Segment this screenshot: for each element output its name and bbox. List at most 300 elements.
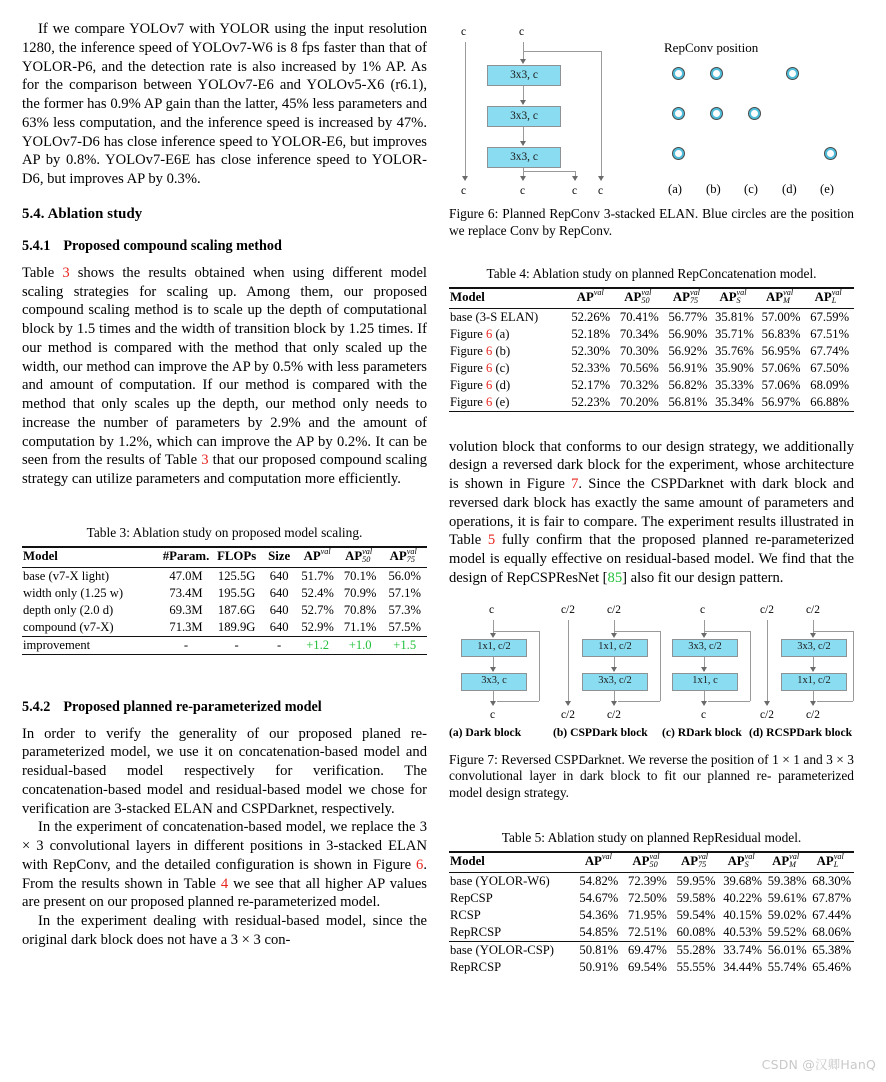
table5-g1r1-c5: 67.87%: [812, 890, 852, 905]
figure6-collabel-b: (b): [706, 182, 721, 196]
table3-r2-c5: 57.3%: [388, 602, 421, 617]
table3-col-ap: AP val: [297, 547, 338, 568]
figure7-a-arrow-in: [490, 633, 496, 638]
table5-g1r3-c3: 40.53%: [723, 924, 763, 939]
table-ref-3a[interactable]: 3: [62, 264, 70, 281]
table-row: [449, 377, 854, 394]
table5-g1r1-c1: 72.50%: [628, 890, 667, 905]
table3-col-model: Model: [22, 547, 160, 568]
table5-g1r1-c2: 59.58%: [676, 890, 716, 905]
table3-imp-4: +1.0: [338, 636, 383, 654]
figure7-b-block-2: 3x3, c/2: [582, 673, 648, 691]
figure6-block-3: 3x3, c: [487, 147, 561, 168]
table3-imp-3: +1.2: [297, 636, 338, 654]
table3-r0-c2: 640: [269, 568, 289, 583]
figure-ref-7[interactable]: 7: [571, 476, 579, 493]
table4-r5-name: Figure: [450, 394, 487, 409]
text-fragment: . Since the CSPDarknet with dark block and reversed dark block has exactly the same amount of parameters and operations, it is fair to compare. The experiment results illustrated in Table: [449, 476, 855, 549]
table5-g1r0-c1: 72.39%: [628, 873, 667, 888]
table4-col-apS: AP val S: [712, 288, 757, 309]
heading-ablation-study: 5.4. Ablation study: [22, 205, 143, 222]
table5-g1r0-c5: 68.30%: [812, 873, 852, 888]
table4-r5-c1: 70.20%: [619, 394, 659, 409]
figure6-caption: [449, 206, 854, 240]
table5-g2r1-c2: 55.55%: [676, 959, 716, 974]
table4-r1-figref[interactable]: 6: [486, 326, 493, 341]
figure7-c-skip-top: [704, 631, 750, 632]
table5-g1r3-c1: 72.51%: [628, 924, 667, 939]
table4-r1-c3: 35.71%: [715, 326, 754, 341]
figure6-ring-b2: [711, 108, 722, 119]
paragraph-concat-experiment: [22, 818, 427, 912]
table4-r4-c1: 70.32%: [619, 377, 659, 392]
table5-g2r0-c4: 56.01%: [765, 941, 810, 959]
figure6-label-bottom-c-4: c: [598, 185, 604, 197]
table-row: [22, 585, 427, 602]
table3-r0-c1: 125.5G: [217, 568, 256, 583]
paragraph-generality: In order to verify the generality of our proposed planed re-parameterized model, we use it on concatenation-based model and residual-based model respectively for verification. The concatenation-based model and residual-based model we chose for verification are 3-stacked ELAN and CSPDarknet, respectively.: [22, 725, 427, 817]
table4-r5-c3: 35.34%: [715, 394, 754, 409]
figure7-b-caption: (b) CSPDark block: [553, 725, 648, 739]
subsection-number: 5.4.2: [22, 698, 51, 715]
figure7-b-bottom-label-right: c/2: [607, 708, 621, 721]
figure6-label-bottom-c-2: c: [520, 185, 526, 197]
table5-g1r3-model: RepRCSP: [450, 924, 502, 939]
figure7-b-skip-right: [660, 631, 661, 701]
figure6-ring-b1: [711, 68, 722, 79]
table3-col-size: Size: [261, 547, 297, 568]
figure7-b-arrow-bypass: [565, 701, 571, 706]
table5-col-apS: AP val S: [720, 852, 765, 873]
table4-header-row: [449, 288, 854, 309]
figure6-ring-a1: [673, 68, 684, 79]
table3-r2-c4: 70.8%: [343, 602, 377, 617]
table3-r2-c1: 187.6G: [217, 602, 256, 617]
table3-r3-model: compound (v7-X): [23, 619, 114, 634]
table4-r1-c0: 52.18%: [571, 326, 611, 341]
table4-r1-name: Figure: [450, 326, 487, 341]
figure6-collabel-a: (a): [668, 182, 682, 196]
figure7-caption-line1: Figure 7: Reversed CSPDarknet. We reverse the position of 1 × 1: [449, 751, 800, 767]
table3-caption: Table 3: Ablation study on proposed model scaling.: [86, 524, 363, 540]
table3-r0-c5: 56.0%: [388, 568, 421, 583]
text-fragment: that our proposed compound scaling strategy can utilize parameters and computation more efficiently.: [22, 452, 428, 487]
figure7-c-arrow-out: [701, 701, 707, 706]
table4-r0-c5: 67.59%: [810, 309, 850, 324]
table4-col-model: Model: [449, 288, 566, 309]
figure7-a-block-2: 3x3, c: [461, 673, 527, 691]
table5-header-row: [449, 852, 854, 873]
figure6-arrow-out-tap3: [572, 176, 578, 181]
figure6-ring-d1: [787, 68, 798, 79]
figure7-c-skip-right: [750, 631, 751, 701]
table3-improvement-row: [22, 636, 427, 654]
table5-g1r0-c0: 54.82%: [579, 873, 619, 888]
table-row: [449, 941, 854, 959]
table4-r4-figref[interactable]: 6: [486, 377, 493, 392]
table3-r3-c4: 71.1%: [343, 619, 377, 634]
table4-r3-model: [449, 360, 566, 377]
table3-improvement-label: improvement: [22, 636, 160, 654]
table5-g2r0-c2: 55.28%: [672, 941, 721, 959]
figure7-d-skip-right: [853, 631, 854, 701]
table4-r0-c0: 52.26%: [571, 309, 611, 324]
left-column: [22, 20, 427, 976]
figure7-b-skip-bottom: [618, 701, 660, 702]
table4-r2-c3: 35.76%: [715, 343, 754, 358]
table3-r0-c0: 47.0M: [169, 568, 203, 583]
table3-col-flops: FLOPs: [212, 547, 261, 568]
table5-g1r3-c5: 68.06%: [812, 924, 852, 939]
table-row: [22, 602, 427, 619]
table3-r1-model: width only (1.25 w): [23, 585, 124, 600]
table4-r2-c2: 56.92%: [668, 343, 708, 358]
table5-g1r2-model: RCSP: [450, 907, 481, 922]
table3-r3-c3: 52.9%: [301, 619, 334, 634]
table-ref-4[interactable]: 4: [220, 875, 229, 892]
table3-r0-c4: 70.1%: [343, 568, 377, 583]
table5-g1r1-c4: 59.61%: [767, 890, 807, 905]
table-row: [449, 360, 854, 377]
table5-g2r1-c0: 50.91%: [579, 959, 619, 974]
figure7-b-bottom-label-left: c/2: [561, 708, 575, 721]
table4-col-ap: AP val: [566, 288, 615, 309]
figure6-ring-c2: [749, 108, 760, 119]
table4-r4-c2: 56.82%: [668, 377, 708, 392]
table-row: [449, 343, 854, 360]
table4-r1-c5: 67.51%: [810, 326, 850, 341]
figure6-diagram: [449, 20, 854, 198]
figure7-c-block-1: 3x3, c/2: [672, 639, 738, 657]
figure-ref-6[interactable]: 6: [416, 856, 424, 873]
table4-col-ap75: AP val 75: [664, 288, 713, 309]
table3-container: [22, 525, 427, 655]
table5-g1r0-c2: 59.95%: [676, 873, 716, 888]
table4: [449, 287, 854, 412]
table4-r0-c3: 35.81%: [715, 309, 754, 324]
table5-g1r2-c1: 71.95%: [628, 907, 667, 922]
table5-g2r0-model: base (YOLOR-CSP): [449, 941, 575, 959]
table3-r3-c0: 71.3M: [169, 619, 203, 634]
figure6-repconv-title: RepConv position: [664, 40, 759, 55]
figure7-c-caption: (c) RDark block: [662, 725, 742, 739]
figure7-b-arrow-out: [611, 701, 617, 706]
table5-container: [449, 830, 854, 976]
table4-r3-c1: 70.56%: [619, 360, 659, 375]
table5-g2r1-model: RepRCSP: [450, 959, 502, 974]
table5-col-apL: AP val L: [809, 852, 854, 873]
figure6-arrow-out-skip: [598, 176, 604, 181]
table5-g1r2-c0: 54.36%: [579, 907, 619, 922]
table3-r2-c2: 640: [269, 602, 289, 617]
table3-r1-c3: 52.4%: [301, 585, 334, 600]
table5-g1r0-c4: 59.38%: [767, 873, 807, 888]
table5-g1r1-c0: 54.67%: [579, 890, 619, 905]
table4-r3-suffix: (c): [492, 360, 510, 375]
figure7-c-arrow-mid: [701, 667, 707, 672]
right-column: [449, 20, 854, 976]
figure7-c-arrow-in: [701, 633, 707, 638]
figure7-b-arrow-in: [611, 633, 617, 638]
table4-r5-c2: 56.81%: [668, 394, 708, 409]
figure7-b-block-1: 1x1, c/2: [582, 639, 648, 657]
table4-r5-figref[interactable]: 6: [486, 394, 493, 409]
table5-g2r1-c1: 69.54%: [628, 959, 667, 974]
table3-r3-c1: 189.9G: [217, 619, 256, 634]
figure6-skip-top-line: [523, 51, 601, 52]
table5-col-apM: AP val M: [765, 852, 810, 873]
table3-imp-5: +1.5: [382, 636, 427, 654]
figure7-a-arrow-out: [490, 701, 496, 706]
table4-r0-c1: 70.41%: [619, 309, 659, 324]
figure7-d-bypass: [767, 620, 768, 705]
table5-g2r0-c1: 69.47%: [623, 941, 672, 959]
table4-r4-name: Figure: [450, 377, 487, 392]
figure7-a-block-1: 1x1, c/2: [461, 639, 527, 657]
figure6-arrow-in1: [520, 59, 526, 64]
table4-r0-c4: 57.00%: [761, 309, 801, 324]
figure7-caption: [449, 752, 854, 803]
figure7-c-skip-bottom: [708, 701, 750, 702]
paragraph-table3-discussion: [22, 264, 427, 489]
table5-caption: Table 5: Ablation study on planned RepResidual model.: [501, 830, 802, 846]
figure6-label-bottom-c-1: c: [461, 185, 467, 197]
subsection-number: 5.4.1: [22, 237, 51, 254]
figure6-block-1: 3x3, c: [487, 65, 561, 86]
table4-col-ap50: AP val 50: [615, 288, 664, 309]
figure6-label-top-c-left: c: [461, 26, 467, 38]
table4-r3-c0: 52.33%: [571, 360, 611, 375]
table4-r4-model: [449, 377, 566, 394]
table4-caption: Table 4: Ablation study on planned RepConcatenation model.: [486, 265, 817, 281]
table4-r3-c4: 57.06%: [761, 360, 801, 375]
figure7-b-top-label-left: c/2: [561, 603, 575, 616]
figure7-a-skip-bottom: [497, 701, 539, 702]
paragraph-residual-experiment: In the experiment dealing with residual-based model, since the original dark block does not have a 3 × 3 con-: [22, 913, 427, 948]
figure6-arrow-out-main: [520, 176, 526, 181]
table4-r2-figref[interactable]: 6: [486, 343, 493, 358]
table3-r1-c5: 57.1%: [388, 585, 421, 600]
subsection-title: Proposed compound scaling method: [63, 237, 282, 254]
table4-r2-suffix: (b): [492, 343, 511, 358]
table5-g2r0-c0: 50.81%: [575, 941, 624, 959]
figure7-a-arrow-mid: [490, 667, 496, 672]
table3-r3-c5: 57.5%: [388, 619, 421, 634]
table-row: [449, 394, 854, 412]
figure7-d-top-label-left: c/2: [760, 603, 774, 616]
table-row: [449, 308, 854, 326]
table4-r1-suffix: (a): [492, 326, 510, 341]
figure6-arrow-in2: [520, 100, 526, 105]
table3-r1-c0: 73.4M: [169, 585, 203, 600]
table4-r5-model: [449, 394, 566, 412]
figure6-skip-right-line: [601, 51, 602, 180]
text-fragment: . From the results shown in Table: [22, 856, 427, 892]
table4-r4-c5: 68.09%: [810, 377, 850, 392]
figure6-arrow-bypass: [462, 176, 468, 181]
table3-imp-0: -: [160, 636, 213, 654]
text-fragment: we see that all higher AP values are present on our proposed planned re-parameterized model.: [22, 875, 427, 911]
table-row: [22, 619, 427, 637]
table3: [22, 546, 427, 655]
heading-planned-reparam: [22, 699, 427, 716]
table3-r2-c3: 52.7%: [301, 602, 334, 617]
citation-ref-85[interactable]: 85: [607, 569, 623, 586]
table3-r1-c2: 640: [269, 585, 289, 600]
figure7-d-caption: (d) RCSPDark block: [749, 725, 853, 739]
table5-g1r3-c2: 60.08%: [676, 924, 716, 939]
figure7-d-top-label-right: c/2: [806, 603, 820, 616]
figure7-a-caption: (a) Dark block: [449, 725, 522, 739]
table5-col-ap75: AP val 75: [672, 852, 721, 873]
figure6-label-bottom-c-3: c: [572, 185, 578, 197]
table5-col-ap50: AP val 50: [623, 852, 672, 873]
table4-r4-suffix: (d): [492, 377, 511, 392]
figure7-caption-line2: and 3 × 3 convolutional layer in dark block to fit our planned re-: [449, 751, 854, 784]
table4-r2-name: Figure: [450, 343, 487, 358]
figure7-a-skip-top: [493, 631, 539, 632]
table4-container: [449, 266, 854, 412]
table3-col-param: #Param.: [160, 547, 213, 568]
figure7-d-block-1: 3x3, c/2: [781, 639, 847, 657]
table5-g2r1-c5: 65.46%: [812, 959, 852, 974]
table4-bottom-rule: [449, 411, 854, 412]
figure6-collabel-e: (e): [820, 182, 834, 196]
table3-r0-model: base (v7-X light): [23, 568, 110, 583]
text-fragment: Table: [22, 264, 63, 281]
table4-r5-suffix: (e): [492, 394, 510, 409]
figure7-d-block-2: 1x1, c/2: [781, 673, 847, 691]
table3-col-ap75: AP val 75: [382, 547, 427, 568]
table3-r2-c0: 69.3M: [169, 602, 203, 617]
figure7-d-arrow-out: [810, 701, 816, 706]
table3-imp-1: -: [212, 636, 261, 654]
table4-r3-c2: 56.91%: [668, 360, 708, 375]
table3-imp-2: -: [261, 636, 297, 654]
table4-r0-model: [449, 308, 566, 326]
figure7-b-skip-top: [614, 631, 660, 632]
figure7-d-bottom-label-left: c/2: [760, 708, 774, 721]
figure7-c-block-2: 1x1, c: [672, 673, 738, 691]
table-row: [449, 907, 854, 924]
table5-g2r0-c3: 33.74%: [720, 941, 765, 959]
table5-col-model: Model: [449, 852, 575, 873]
figure7-d-arrow-in: [810, 633, 816, 638]
figure7-d-skip-top: [813, 631, 853, 632]
figure7-b-bypass: [568, 620, 569, 705]
table5-g1r1-model: RepCSP: [450, 890, 493, 905]
table4-r1-c4: 56.83%: [761, 326, 801, 341]
text-fragment: shows the results obtained when using different model scaling strategies for scaling up. Among them, our proposed compound scaling method is to scale up the depth of computational block by 1.5 times and the width of transition block by 1.25 times. If our method is compared with the method that only scaled up the width, our method can improve the AP by 0.5% with less parameters and amount of computation. If our method is compared with the method that only scales up the depth, our method only needs to increase the number of parameters by 2.9% and the amount of computation by 1.2%, which can improve the AP by 0.2%. It can be seen from the results of Table: [22, 264, 427, 469]
table5-g1r2-c2: 59.54%: [676, 907, 716, 922]
table-row: [449, 872, 854, 890]
table4-r1-c1: 70.34%: [619, 326, 659, 341]
heading-compound-scaling: [22, 238, 427, 255]
table5-g1r0-model: base (YOLOR-W6): [450, 873, 550, 888]
table4-col-apM: AP val M: [757, 288, 806, 309]
csdn-watermark: CSDN @汉卿HanQ: [761, 1057, 876, 1072]
table3-bottom-rule: [22, 654, 427, 655]
table4-r1-model: [449, 326, 566, 343]
table3-r0-c3: 51.7%: [301, 568, 334, 583]
text-fragment: volution block that conforms to our design strategy, we additionally design a reversed dark block for the experiment, whose architecture is shown in Figure: [449, 438, 854, 493]
figure6-arrow-in3: [520, 141, 526, 146]
table5-g1r1-c3: 40.22%: [723, 890, 763, 905]
figure6-caption-line2: position we replace Conv by RepConv.: [449, 206, 854, 238]
figure6-collabel-d: (d): [782, 182, 797, 196]
text-fragment: fully confirm that the proposed planned re-parameterized model is equally effective on residual-based model. We find that the design of RepCSPResNet [: [449, 532, 854, 586]
table3-r2-model: depth only (2.0 d): [23, 602, 114, 617]
table3-r3-c2: 640: [269, 619, 289, 634]
table4-r2-model: [449, 343, 566, 360]
table-row: [449, 890, 854, 907]
table3-col-ap50: AP val 50: [338, 547, 383, 568]
table5-g1r2-c4: 59.02%: [767, 907, 807, 922]
table4-r2-c4: 56.95%: [761, 343, 801, 358]
figure7-d-bottom-label-right: c/2: [806, 708, 820, 721]
table5-g1r2-c5: 67.44%: [812, 907, 852, 922]
table3-header-row: [22, 547, 427, 568]
table5-g1r3-c0: 54.85%: [579, 924, 619, 939]
table4-col-apL: AP val L: [805, 288, 854, 309]
figure7-diagram: [449, 602, 854, 740]
table4-r4-c3: 35.33%: [715, 377, 754, 392]
figure7-caption-line3: parameterized model design strategy.: [449, 768, 854, 801]
table5-g1r0-c3: 39.68%: [723, 873, 763, 888]
figure7-c-top-label: c: [700, 603, 706, 616]
table4-r2-c0: 52.30%: [571, 343, 611, 358]
table4-r3-c5: 67.50%: [810, 360, 850, 375]
figure7-a-top-label: c: [489, 603, 495, 616]
table-ref-3b[interactable]: 3: [201, 452, 209, 469]
table4-r0-c2: 56.77%: [668, 309, 708, 324]
table4-r5-c0: 52.23%: [571, 394, 611, 409]
table5-g2r0-c5: 65.38%: [809, 941, 854, 959]
table-ref-5[interactable]: 5: [487, 532, 496, 549]
table4-r2-c1: 70.30%: [619, 343, 659, 358]
two-column-layout: [22, 20, 872, 976]
figure6-collabel-c: (c): [744, 182, 758, 196]
figure7-d-arrow-mid: [810, 667, 816, 672]
figure7-b-arrow-mid: [611, 667, 617, 672]
table4-r3-name: Figure: [450, 360, 487, 375]
table4-r4-c4: 57.06%: [761, 377, 801, 392]
figure6-caption-line1: Figure 6: Planned RepConv 3-stacked ELAN. Blue circles are the: [449, 206, 807, 221]
figure6-bypass-line: [465, 42, 466, 180]
table4-r0-name: base (3-S ELAN): [450, 309, 539, 324]
figure6-block-2: 3x3, c: [487, 106, 561, 127]
text-fragment: ] also fit our design pattern.: [622, 569, 784, 586]
table5-g1r3-c4: 59.52%: [767, 924, 807, 939]
table4-r3-c3: 35.90%: [715, 360, 754, 375]
figure6-ring-a2: [673, 108, 684, 119]
figure6-label-top-c-main: c: [519, 26, 525, 38]
table4-r2-c5: 67.74%: [810, 343, 850, 358]
table-row: [449, 326, 854, 343]
figure6-ring-a3: [673, 148, 684, 159]
table5-g2r1-c4: 55.74%: [767, 959, 807, 974]
table5-col-ap: AP val: [575, 852, 624, 873]
table-row: [22, 567, 427, 585]
table-row: [449, 959, 854, 976]
figure7-b-top-label-right: c/2: [607, 603, 621, 616]
figure7-d-skip-bottom: [817, 701, 853, 702]
paragraph-yolov7-comparison: If we compare YOLOv7 with YOLOR using the input resolution 1280, the inference speed of YOLOv7-W6 is 8 fps faster than that of YOLOR-P6, and the detection rate is also increased by 1% AP. As for the comparison between YOLOv7-E6 and YOLOv5-X6 (r6.1), the former has 0.9% AP gain than the latter, 45% less parameters and 63% less computation, and the inference speed is increased by 47%. YOLOv7-D6 has close inference speed to YOLOR-E6, but improves AP by 0.8%. YOLOv7-E6E has close inference speed to YOLOR-D6, but improves AP by 0.3%.: [22, 21, 427, 187]
table4-r4-c0: 52.17%: [571, 377, 611, 392]
figure7-d-arrow-bypass: [764, 701, 770, 706]
table4-r3-figref[interactable]: 6: [486, 360, 493, 375]
paragraph-reversed-dark-block: [449, 438, 854, 588]
